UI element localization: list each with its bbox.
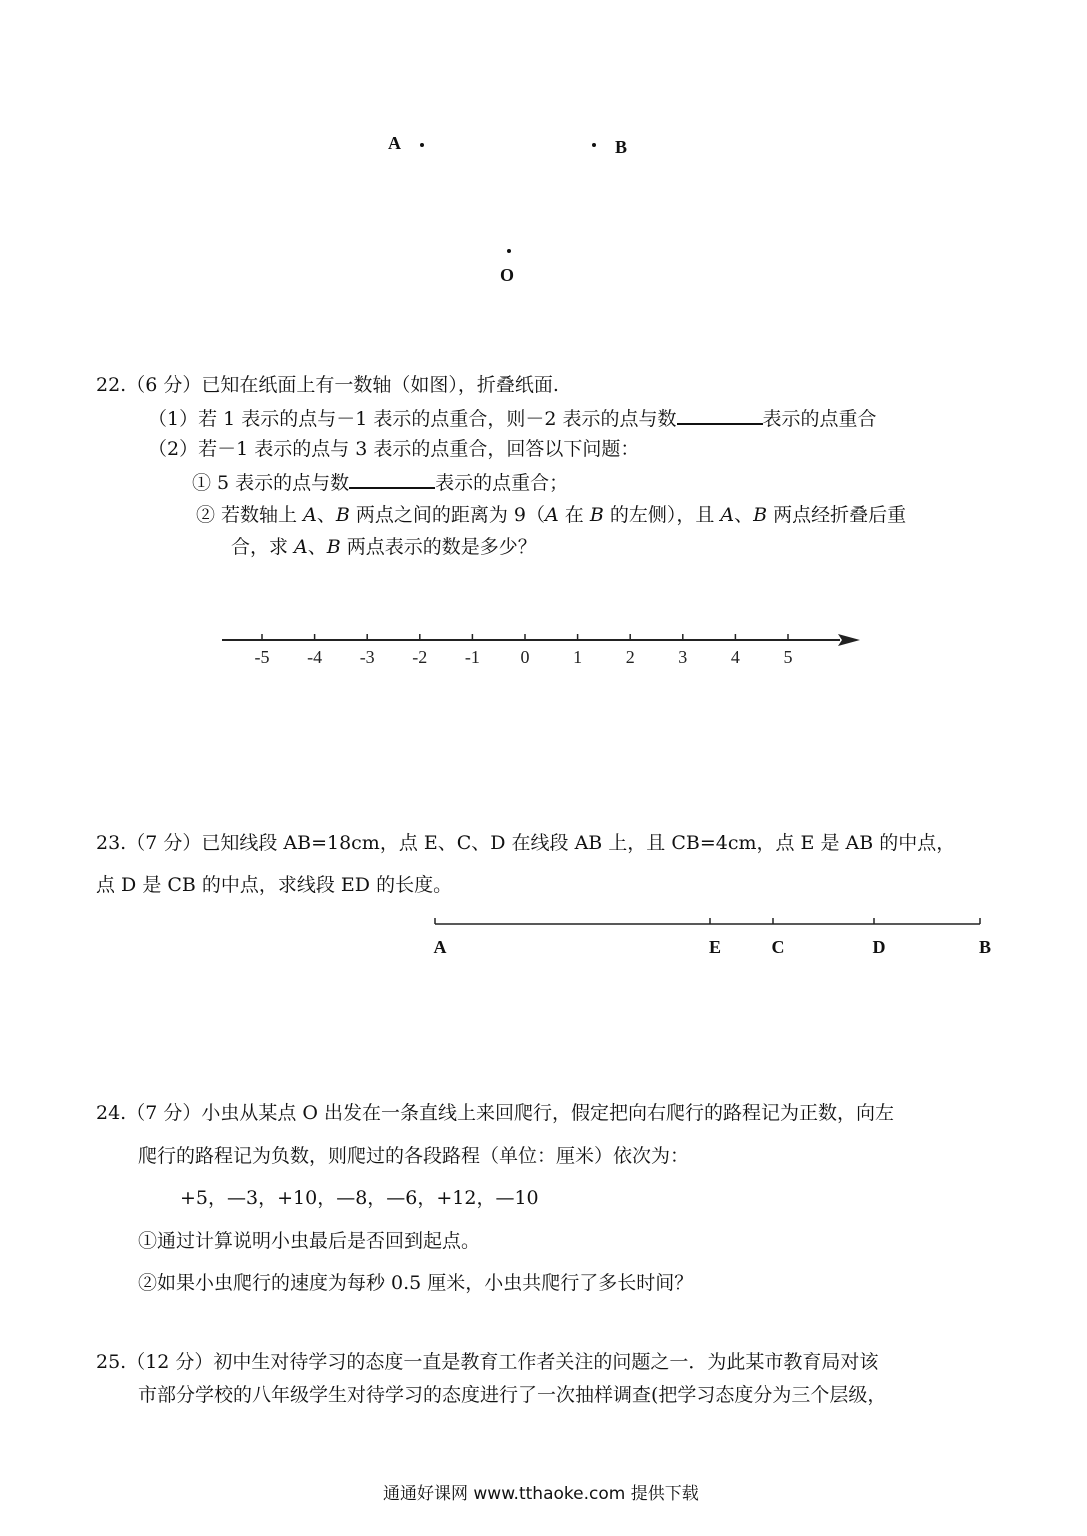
- q25-line-1: 25.（12 分）初中生对待学习的态度一直是教育工作者关注的问题之一．为此某市教育局对该: [96, 1351, 879, 1373]
- q22-blank-1: [677, 405, 763, 425]
- text-run: 两点表示的数是多少？: [340, 536, 537, 558]
- point-b-dot: [592, 143, 596, 147]
- text-run: 的左侧），且: [603, 504, 721, 526]
- q24-line-1: 24.（7 分）小虫从某点 O 出发在一条直线上来回爬行，假定把向右爬行的路程记为正数，向左: [96, 1102, 895, 1124]
- text-run: 、: [307, 536, 327, 558]
- text-run: 在: [558, 504, 590, 526]
- q23-line-1: 23.（7 分）已知线段 AB=18cm，点 E、C、D 在线段 AB 上，且 CB=4cm，点 E 是 AB 的中点，: [96, 832, 956, 854]
- text-run: 两点经折叠后重: [767, 504, 907, 526]
- q24-sub-2: ②如果小虫爬行的速度为每秒 0.5 厘米，小虫共爬行了多长时间？: [138, 1272, 694, 1294]
- q22-sub-1-suffix: 表示的点重合；: [435, 472, 569, 494]
- number-line-tick-label: -2: [412, 647, 428, 667]
- var-a: A: [294, 536, 308, 558]
- q23-line-2: 点 D 是 CB 的中点，求线段 ED 的长度。: [96, 874, 453, 896]
- q24-sub-1: ①通过计算说明小虫最后是否回到起点。: [138, 1230, 481, 1252]
- q22-sub-2-line-2: [231, 535, 537, 559]
- number-line-arrow-icon: [838, 634, 860, 646]
- point-b-label: B: [615, 137, 628, 157]
- text-run: 、: [316, 504, 336, 526]
- text-run: ② 若数轴上: [196, 504, 304, 526]
- q22-sub-2-line-1: [196, 503, 906, 527]
- var-b: B: [753, 504, 768, 526]
- number-line-figure: [215, 625, 865, 675]
- q25-line-2: 市部分学校的八年级学生对待学习的态度进行了一次抽样调查(把学习态度分为三个层级，: [138, 1384, 887, 1406]
- var-b: B: [589, 504, 604, 526]
- number-line-tick-label: -3: [359, 647, 375, 667]
- number-line-tick-label: 2: [625, 647, 635, 667]
- number-line-tick-label: 5: [783, 647, 793, 667]
- point-a-label: A: [388, 133, 401, 153]
- q22-heading: 22.（6 分）已知在纸面上有一数轴（如图），折叠纸面.: [96, 374, 559, 396]
- number-line-tick-label: 4: [730, 647, 740, 667]
- segment-point-label: A: [433, 937, 447, 957]
- q24-values: +5，—3，+10，—8，—6，+12，—10: [180, 1187, 539, 1209]
- var-b: B: [335, 504, 350, 526]
- number-line-ticks: [255, 634, 793, 667]
- q22-sub-1: [192, 469, 568, 495]
- q22-part-1-prefix: （1）若 1 表示的点与－1 表示的点重合，则－2 表示的点与数: [148, 408, 677, 430]
- number-line-tick-label: -4: [307, 647, 323, 667]
- segment-point-label: D: [872, 937, 886, 957]
- q22-blank-2: [349, 469, 435, 489]
- page-footer: 通通好课网 www.tthaoke.com 提供下载: [383, 1484, 699, 1504]
- point-a-dot: [420, 143, 424, 147]
- var-a: A: [720, 504, 735, 526]
- segment-point-label: B: [978, 937, 992, 957]
- q24-line-2: 爬行的路程记为负数，则爬过的各段路程（单位：厘米）依次为：: [138, 1145, 690, 1167]
- segment-point-label: E: [708, 937, 722, 957]
- segment-point-label: C: [771, 937, 785, 957]
- point-o-dot: [507, 249, 511, 253]
- number-line-tick-label: 0: [520, 647, 530, 667]
- text-run: 、: [734, 504, 754, 526]
- q22-part-1-suffix: 表示的点重合: [762, 408, 877, 430]
- var-b: B: [326, 536, 341, 558]
- text-run: 两点之间的距离为 9（: [349, 504, 545, 526]
- q22-part-2: （2）若－1 表示的点与 3 表示的点重合，回答以下问题：: [148, 438, 640, 460]
- q22-part-1: [148, 405, 877, 431]
- number-line-tick-label: 3: [678, 647, 688, 667]
- number-line-tick-label: 1: [573, 647, 583, 667]
- var-a: A: [544, 504, 559, 526]
- point-o-label: O: [500, 265, 515, 285]
- number-line-tick-label: -5: [254, 647, 270, 667]
- text-run: 合，求: [231, 536, 295, 558]
- q22-sub-1-prefix: ① 5 表示的点与数: [192, 472, 350, 494]
- segment-ab-figure: [425, 912, 995, 960]
- number-line-tick-label: -1: [464, 647, 480, 667]
- var-a: A: [303, 504, 317, 526]
